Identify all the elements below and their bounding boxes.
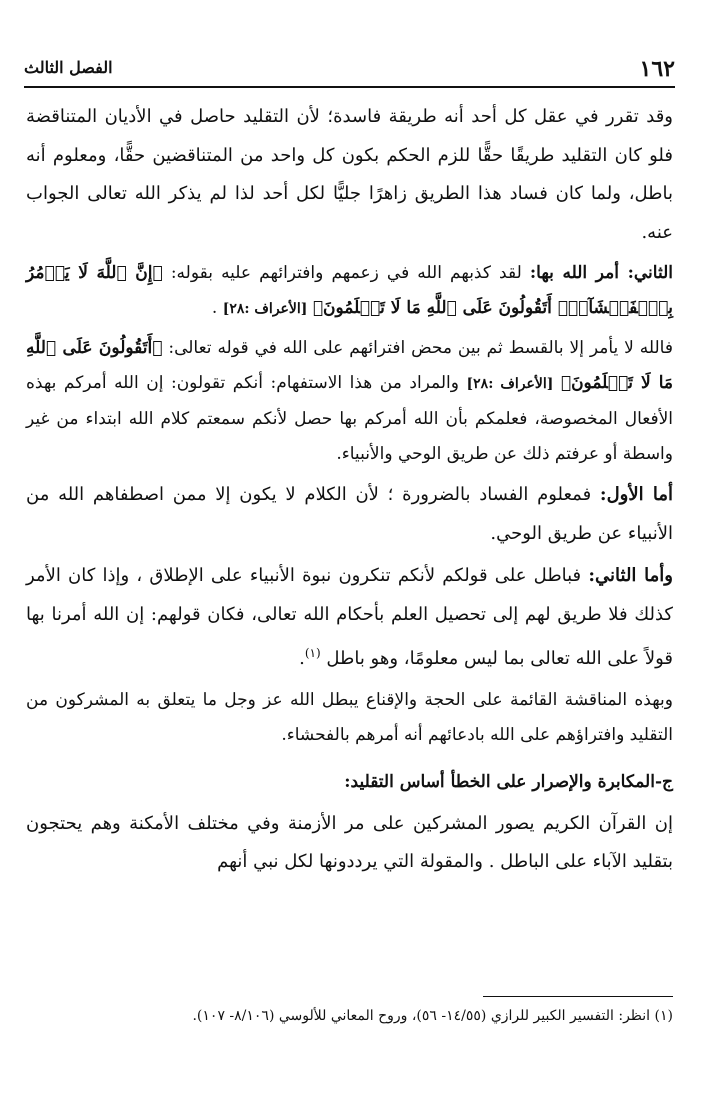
quran-verse: ﴿إِنَّ ٱللَّهَ لَا يَأۡمُرُ بِٱلۡفَحۡشَآءِۖ أَتَقُولُونَ عَلَى ٱللَّهِ مَا لَا تَعۡلَمُونَ﴾ xyxy=(26,263,673,318)
quran-verse: ﴿أَتَقُولُونَ عَلَى ٱللَّهِ مَا لَا تَعۡلَمُونَ﴾ xyxy=(26,338,673,393)
verse-citation: [الأعراف :٢٨] xyxy=(222,301,308,317)
verse-citation: [الأعراف :٢٨] xyxy=(466,376,554,392)
paragraph-end: . xyxy=(211,298,223,318)
paragraph-text: فباطل على قولكم لأنكم تنكرون نبوة الأنبياء على الإطلاق ، وإذا كان الأمر كذلك فلا طريق لهم إلى تحصيل العلم بأحكام الله تعالى، فكان قولهم: إن الله أمرنا بها قولاً على الله تعالى بما ليس معلومًا، وهو باطل xyxy=(26,565,673,669)
footnote-divider xyxy=(483,996,673,997)
paragraph-text: فمعلوم الفساد بالضرورة ؛ لأن الكلام لا يكون إلا ممن اصطفاهم الله من الأنبياء عن طريق الوحي. xyxy=(26,484,673,544)
paragraph-second xyxy=(26,557,673,679)
paragraph-text: والمراد من هذا الاستفهام: أنكم تقولون: إن الله أمركم بهذه الأفعال المخصوصة، فعلمكم بأن الله أمركم بها حصل لأنكم سمعتم كلام الله ابتداء من غير واسطة أو عرفتم ذلك عن طريق الوحي والأنبياء. xyxy=(26,373,673,464)
section-heading: ج-المكابرة والإصرار على الخطأ أساس التقليد: xyxy=(344,771,673,792)
paragraph-lead: وأما الثاني: xyxy=(588,565,673,586)
paragraph-taqlid-invalid xyxy=(26,98,673,252)
paragraph-text: وقد تقرر في عقل كل أحد أنه طريقة فاسدة؛ لأن التقليد حاصل في الأديان المتناقضة فلو كان التقليد طريقًا حقًّا للزم الحكم بكون كل واحد من المتناقضين حقًّا، ومعلوم أنه باطل، ولما كان فساد هذا الطريق زاهرًا جليًّا لكل أحد لذا لم يذكر الله تعالى الجواب عنه. xyxy=(26,106,674,243)
paragraph-text: لقد كذبهم الله في زعمهم وافترائهم عليه بقوله: xyxy=(162,263,530,283)
paragraph-conclusion xyxy=(26,683,673,753)
body-text xyxy=(26,98,673,886)
paragraph-lead: الثاني: أمر الله بها: xyxy=(529,263,673,283)
page-header xyxy=(24,50,675,88)
paragraph-text: فالله لا يأمر إلا بالقسط ثم بين محض افترائهم على الله في قوله تعالى: xyxy=(162,338,673,358)
chapter-title: الفصل الثالث xyxy=(24,58,113,77)
footnote-marker[interactable]: (١) xyxy=(304,646,321,660)
paragraph-second-point xyxy=(26,256,673,327)
paragraph-end: . xyxy=(299,648,305,669)
paragraph-qist xyxy=(26,331,673,472)
paragraph-text: وبهذه المناقشة القائمة على الحجة والإقناع يبطل الله عز وجل ما يتعلق به المشركون من التقليد وافتراؤهم على الله بادعائهم أنه أمرهم بالفحشاء. xyxy=(26,689,673,745)
paragraph-quran-depicts xyxy=(26,805,673,882)
paragraph-first xyxy=(26,476,673,553)
footnote: (١) انظر: التفسير الكبير للرازي (١٤/٥٥- ٥٦)، وروح المعاني للألوسي (٨/١٠٦- ١٠٧). xyxy=(192,1008,673,1024)
paragraph-text: إن القرآن الكريم يصور المشركين على مر الأزمنة وفي مختلف الأمكنة وهم يحتجون بتقليد الآباء على الباطل . والمقولة التي يرددونها لكل نبي أنهم xyxy=(26,812,673,872)
paragraph-lead: أما الأول: xyxy=(599,484,674,505)
page-number: ١٦٢ xyxy=(639,56,675,82)
